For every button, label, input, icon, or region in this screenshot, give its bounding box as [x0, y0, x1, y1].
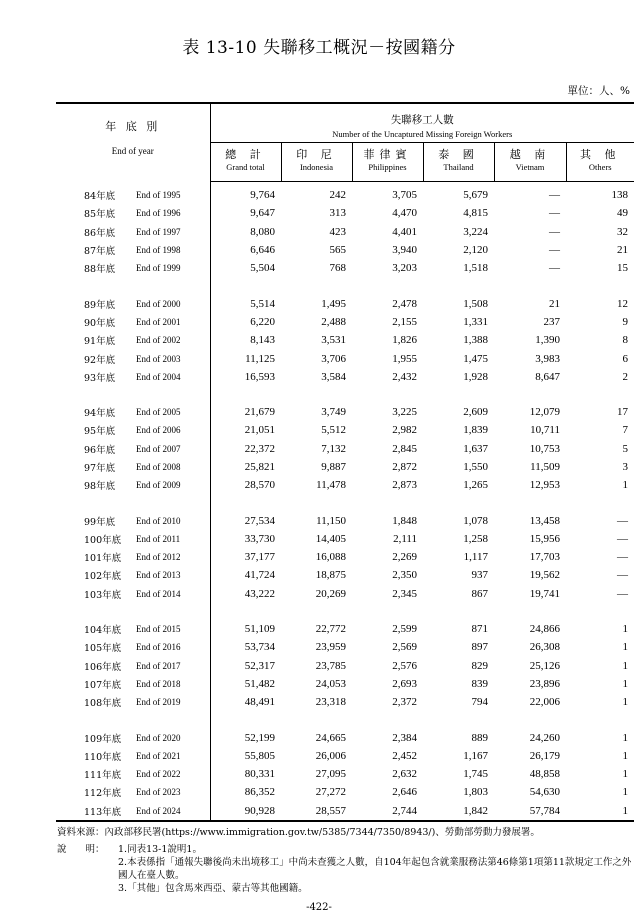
- cell-value: 1,167: [463, 749, 488, 762]
- cell-value: 313: [329, 207, 346, 220]
- cell-value: 48,491: [244, 696, 275, 709]
- cell-value: 21,679: [244, 406, 275, 419]
- cell-value: 829: [471, 659, 488, 672]
- cell-value: 3,983: [535, 352, 560, 365]
- cell-value: 4,401: [392, 225, 417, 238]
- cell-value: 12,079: [529, 406, 560, 419]
- cell-value: 54,630: [529, 786, 560, 799]
- cell-value: 25,821: [244, 461, 275, 473]
- table-row: [56, 548, 634, 566]
- cell-value: 1,848: [392, 514, 417, 527]
- cell-value: 1,390: [535, 334, 560, 347]
- year-en: End of 2000: [136, 294, 210, 312]
- cell-value: 23,785: [315, 659, 346, 672]
- cell-value: 33,730: [244, 532, 275, 545]
- year-zh: 97年底: [84, 463, 116, 474]
- cell-value: 23,318: [315, 696, 346, 709]
- year-zh: 99年底: [84, 516, 116, 528]
- table-row: [56, 657, 634, 675]
- note-3: 3.「其他」包含馬來西亞、蒙古等其他國籍。: [118, 883, 308, 894]
- notes-block: [57, 826, 632, 895]
- year-en: End of 2021: [136, 747, 210, 765]
- cell-value: 1,078: [463, 514, 488, 527]
- year-en: End of 1997: [136, 223, 210, 241]
- cell-value: 32: [617, 225, 629, 238]
- table-row: [56, 728, 634, 746]
- column-header: 其 他 Others: [566, 143, 634, 182]
- year-zh: 95年底: [84, 426, 116, 438]
- year-en: End of 1998: [136, 241, 210, 259]
- cell-value: 2,632: [392, 768, 417, 781]
- cell-value: 9: [622, 315, 629, 328]
- year-en: End of 2010: [136, 511, 210, 529]
- cell-value: 1,928: [463, 370, 488, 383]
- cell-value: 4,815: [463, 207, 488, 220]
- cell-value: 52,317: [244, 659, 275, 672]
- table-row: [56, 638, 634, 656]
- cell-value: 2,693: [392, 677, 417, 690]
- cell-value: 23,959: [315, 641, 346, 654]
- cell-value: 2,609: [463, 406, 488, 419]
- cell-value: 86,352: [244, 786, 275, 799]
- year-zh: 106年底: [84, 661, 122, 673]
- cell-value: 22,772: [315, 623, 346, 636]
- cell-value: 2,384: [392, 731, 417, 744]
- cell-value: 27,095: [315, 768, 346, 781]
- cell-value: 10,753: [529, 442, 560, 455]
- cell-value: 138: [611, 189, 629, 202]
- cell-value: 242: [329, 189, 346, 202]
- group-spacer: [56, 277, 634, 294]
- cell-value: 3,531: [321, 334, 346, 347]
- cell-value: 237: [543, 315, 560, 328]
- cell-value: 26,006: [315, 749, 346, 762]
- year-en: End of 2008: [136, 458, 210, 476]
- cell-value: 1: [622, 677, 629, 690]
- cell-value: 1,331: [463, 315, 488, 328]
- cell-value: 26,308: [529, 641, 560, 654]
- cell-value: 48,858: [529, 768, 560, 781]
- cell-value: 8,080: [250, 225, 275, 238]
- cell-value: 5,514: [250, 297, 275, 310]
- cell-value: 90,928: [210, 802, 281, 821]
- column-header: 菲律賓 Philippines: [352, 143, 423, 182]
- cell-value: 8: [622, 334, 629, 347]
- year-en: End of 2020: [136, 728, 210, 746]
- cell-value: 2,372: [392, 696, 417, 709]
- table-row: [56, 440, 634, 458]
- table-row: [56, 675, 634, 693]
- cell-value: 3,203: [392, 262, 417, 275]
- cell-value: 21,051: [244, 424, 275, 437]
- cell-value: 1,258: [463, 532, 488, 545]
- cell-value: 57,784: [494, 802, 566, 821]
- year-en: End of 2017: [136, 657, 210, 675]
- group-spacer: [56, 386, 634, 403]
- cell-value: 889: [471, 731, 488, 744]
- year-zh: 86年底: [84, 227, 116, 239]
- table-row: [56, 620, 634, 638]
- cell-value: 3,225: [392, 406, 417, 419]
- explanation-note: 說 明： 1.同表13-1說明1。 2.本表係指「通報失聯後尚未出境移工」中尚未查獲之人數，自104年起包含就業服務法第46條第1項第11款規定工作之外國人在臺人數。 3.「其他」包含馬來西亞、蒙古等其他國籍。: [57, 844, 632, 894]
- cell-value: 1: [622, 786, 629, 799]
- cell-value: 867: [471, 587, 488, 600]
- cell-value: 871: [471, 623, 488, 636]
- year-zh: 109年底: [84, 733, 122, 745]
- cell-value: 2,488: [321, 315, 346, 328]
- year-zh: 88年底: [84, 264, 116, 276]
- cell-value: 8,143: [250, 334, 275, 347]
- year-en: End of 2005: [136, 403, 210, 421]
- cell-value: 2,744: [352, 802, 423, 821]
- cell-value: —: [549, 244, 560, 257]
- year-en: End of 2022: [136, 765, 210, 783]
- table-row: [56, 421, 634, 439]
- cell-value: 3,706: [321, 352, 346, 365]
- cell-value: 28,557: [281, 802, 352, 821]
- table-row: [56, 349, 634, 367]
- cell-value: 19,741: [529, 587, 560, 600]
- cell-value: 2,845: [392, 442, 417, 455]
- cell-value: 15,956: [529, 532, 560, 545]
- year-en: End of 1995: [136, 182, 210, 205]
- year-en: End of 2012: [136, 548, 210, 566]
- table-row: [56, 294, 634, 312]
- year-zh: 110年底: [84, 751, 122, 763]
- cell-value: 9,647: [250, 207, 275, 220]
- cell-value: 1,550: [463, 461, 488, 473]
- cell-value: 897: [471, 641, 488, 654]
- column-header: 泰 國 Thailand: [423, 143, 494, 182]
- cell-value: 12,953: [529, 479, 560, 492]
- cell-value: 2,478: [392, 297, 417, 310]
- cell-value: 5: [622, 442, 629, 455]
- cell-value: 2,350: [392, 569, 417, 582]
- cell-value: 9,887: [321, 461, 346, 473]
- cell-value: 794: [471, 696, 488, 709]
- year-en: End of 2013: [136, 566, 210, 584]
- cell-value: 3: [622, 461, 629, 473]
- year-zh: 105年底: [84, 643, 122, 655]
- cell-value: 15: [617, 262, 629, 275]
- cell-value: —: [549, 189, 560, 202]
- cell-value: 1,826: [392, 334, 417, 347]
- cell-value: 51,482: [244, 677, 275, 690]
- cell-value: 1,265: [463, 479, 488, 492]
- cell-value: 2,599: [392, 623, 417, 636]
- cell-value: —: [549, 225, 560, 238]
- cell-value: 2,432: [392, 370, 417, 383]
- cell-value: 19,562: [529, 569, 560, 582]
- cell-value: 7: [622, 424, 629, 437]
- cell-value: 1: [622, 696, 629, 709]
- cell-value: 2,873: [392, 479, 417, 492]
- table-row: [56, 585, 634, 603]
- table-row: [56, 765, 634, 783]
- year-en: End of 1999: [136, 259, 210, 277]
- year-zh: 102年底: [84, 571, 122, 583]
- group-spacer: [56, 603, 634, 620]
- cell-value: 21: [617, 244, 629, 257]
- cell-value: 24,665: [315, 731, 346, 744]
- cell-value: 1,803: [463, 786, 488, 799]
- cell-value: 13,458: [529, 514, 560, 527]
- cell-value: 2,111: [393, 532, 417, 545]
- page-number: -422-: [306, 902, 332, 913]
- cell-value: 26,179: [529, 749, 560, 762]
- cell-value: 8,647: [535, 370, 560, 383]
- cell-value: 1,508: [463, 297, 488, 310]
- year-zh: 112年底: [84, 788, 122, 800]
- table-row: [56, 802, 634, 821]
- cell-value: 2,646: [392, 786, 417, 799]
- cell-value: 3,705: [392, 189, 417, 202]
- year-en: End of 2015: [136, 620, 210, 638]
- year-zh: 104年底: [84, 625, 122, 637]
- year-zh: 90年底: [84, 317, 116, 329]
- year-en: End of 2019: [136, 693, 210, 711]
- cell-value: 1: [622, 641, 629, 654]
- cell-value: 1: [622, 479, 629, 492]
- cell-value: 52,199: [244, 731, 275, 744]
- cell-value: 1,518: [463, 262, 488, 275]
- cell-value: 53,734: [244, 641, 275, 654]
- cell-value: —: [549, 207, 560, 220]
- cell-value: —: [617, 569, 629, 582]
- table-row: [56, 241, 634, 259]
- cell-value: 18,875: [315, 569, 346, 582]
- cell-value: 423: [329, 225, 346, 238]
- cell-value: 16,088: [315, 551, 346, 564]
- cell-value: 839: [471, 677, 488, 690]
- cell-value: 21: [549, 297, 560, 310]
- cell-value: 1,839: [463, 424, 488, 437]
- cell-value: 2,569: [392, 641, 417, 654]
- cell-value: 10,711: [530, 424, 560, 437]
- cell-value: 80,331: [244, 768, 275, 781]
- cell-value: 1: [566, 802, 634, 821]
- cell-value: —: [617, 551, 629, 564]
- cell-value: 1,745: [463, 768, 488, 781]
- table-row: [56, 368, 634, 386]
- year-en: End of 2014: [136, 585, 210, 603]
- table-row: [56, 783, 634, 801]
- table-row: [56, 259, 634, 277]
- cell-value: 2,872: [392, 461, 417, 473]
- year-zh: 84年底: [84, 190, 116, 202]
- table-row: [56, 747, 634, 765]
- foreign-workers-table: [56, 102, 634, 822]
- cell-value: 11,478: [316, 479, 346, 492]
- cell-value: 2,982: [392, 424, 417, 437]
- cell-value: 1: [622, 749, 629, 762]
- year-en: End of 2004: [136, 368, 210, 386]
- year-zh: 92年底: [84, 354, 116, 366]
- cell-value: —: [617, 532, 629, 545]
- cell-value: 11,509: [530, 461, 560, 473]
- cell-value: 3,940: [392, 244, 417, 257]
- cell-value: 43,222: [244, 587, 275, 600]
- cell-value: 49: [617, 207, 629, 220]
- cell-value: 1,475: [463, 352, 488, 365]
- year-zh: 94年底: [84, 408, 116, 420]
- cell-value: 1,388: [463, 334, 488, 347]
- table-row: [56, 182, 634, 205]
- year-header: 年 底 別 End of year: [56, 103, 210, 182]
- year-en: End of 2016: [136, 638, 210, 656]
- table-row: [56, 511, 634, 529]
- cell-value: 1,955: [392, 352, 417, 365]
- cell-value: 1: [622, 768, 629, 781]
- cell-value: 11,125: [245, 352, 275, 365]
- cell-value: 2,269: [392, 551, 417, 564]
- cell-value: 4,470: [392, 207, 417, 220]
- cell-value: 7,132: [321, 442, 346, 455]
- table-row: [56, 331, 634, 349]
- year-zh: 91年底: [84, 336, 116, 348]
- cell-value: —: [549, 262, 560, 275]
- year-en: End of 2001: [136, 313, 210, 331]
- year-en: End of 2024: [136, 802, 210, 821]
- cell-value: 5,504: [250, 262, 275, 275]
- year-zh: 101年底: [84, 553, 122, 565]
- cell-value: 2,120: [463, 244, 488, 257]
- cell-value: 24,866: [529, 623, 560, 636]
- year-zh: 93年底: [84, 372, 116, 384]
- cell-value: 1: [622, 659, 629, 672]
- year-en: End of 2023: [136, 783, 210, 801]
- group-spacer: [56, 494, 634, 511]
- year-zh: 96年底: [84, 444, 116, 456]
- cell-value: 22,372: [244, 442, 275, 455]
- year-zh: 98年底: [84, 481, 116, 493]
- note-1: 1.同表13-1說明1。: [118, 844, 202, 855]
- cell-value: 2,452: [392, 749, 417, 762]
- cell-value: —: [617, 587, 629, 600]
- cell-value: 25,126: [529, 659, 560, 672]
- group-header: 失聯移工人數 Number of the Uncaptured Missing Foreign Workers: [332, 114, 513, 139]
- table-row: [56, 458, 634, 476]
- cell-value: 1,117: [463, 551, 488, 564]
- cell-value: 6,646: [250, 244, 275, 257]
- cell-value: 17: [617, 406, 629, 419]
- year-en: End of 1996: [136, 204, 210, 222]
- cell-value: 17,703: [529, 551, 560, 564]
- cell-value: 6: [622, 352, 629, 365]
- cell-value: 2,345: [392, 587, 417, 600]
- year-en: End of 2011: [136, 530, 210, 548]
- table-row: [56, 566, 634, 584]
- cell-value: 565: [329, 244, 346, 257]
- cell-value: 1,495: [321, 297, 346, 310]
- note-2: 2.本表係指「通報失聯後尚未出境移工」中尚未查獲之人數，自104年起包含就業服務法第46條第1項第11款規定工作之外國人在臺人數。: [118, 857, 632, 881]
- table-row: [56, 530, 634, 548]
- year-en: End of 2009: [136, 476, 210, 494]
- table-row: [56, 204, 634, 222]
- year-en: End of 2018: [136, 675, 210, 693]
- table-row: [56, 476, 634, 494]
- cell-value: 51,109: [244, 623, 275, 636]
- cell-value: —: [617, 514, 629, 527]
- column-header: 印 尼 Indonesia: [281, 143, 352, 182]
- cell-value: 37,177: [244, 551, 275, 564]
- year-zh: 108年底: [84, 698, 122, 710]
- cell-value: 2,155: [392, 315, 417, 328]
- year-en: End of 2007: [136, 440, 210, 458]
- cell-value: 28,570: [244, 479, 275, 492]
- year-zh: 113年底: [56, 802, 136, 821]
- year-zh: 111年底: [84, 770, 122, 782]
- cell-value: 1: [622, 623, 629, 636]
- cell-value: 2: [622, 370, 629, 383]
- year-zh: 85年底: [84, 209, 116, 221]
- cell-value: 3,224: [463, 225, 488, 238]
- cell-value: 12: [617, 297, 629, 310]
- cell-value: 23,896: [529, 677, 560, 690]
- year-en: End of 2006: [136, 421, 210, 439]
- column-header: 越 南 Vietnam: [494, 143, 566, 182]
- table-row: [56, 223, 634, 241]
- column-header: 總 計 Grand total: [210, 143, 281, 182]
- cell-value: 14,405: [315, 532, 346, 545]
- cell-value: 1: [622, 731, 629, 744]
- year-zh: 89年底: [84, 299, 116, 311]
- cell-value: 1,842: [423, 802, 494, 821]
- page-title: 表 13-10 失聯移工概況－按國籍分: [182, 38, 456, 58]
- cell-value: 937: [471, 569, 488, 582]
- group-spacer: [56, 711, 634, 728]
- cell-value: 3,749: [321, 406, 346, 419]
- year-zh: 107年底: [84, 679, 122, 691]
- cell-value: 2,576: [392, 659, 417, 672]
- table-row: [56, 403, 634, 421]
- cell-value: 24,260: [529, 731, 560, 744]
- cell-value: 6,220: [250, 315, 275, 328]
- cell-value: 22,006: [529, 696, 560, 709]
- year-zh: 100年底: [84, 534, 122, 546]
- cell-value: 1,637: [463, 442, 488, 455]
- cell-value: 5,512: [321, 424, 346, 437]
- table-row: [56, 313, 634, 331]
- table-row: [56, 693, 634, 711]
- source-note: 資料來源： 內政部移民署(https://www.immigration.gov.tw/5385/7344/7350/8943/)、勞動部勞動力發展署。: [57, 827, 540, 838]
- cell-value: 16,593: [244, 370, 275, 383]
- year-zh: 103年底: [84, 589, 122, 601]
- year-zh: 87年底: [84, 246, 116, 258]
- cell-value: 5,679: [463, 189, 488, 202]
- cell-value: 41,724: [244, 569, 275, 582]
- cell-value: 3,584: [321, 370, 346, 383]
- cell-value: 27,534: [244, 514, 275, 527]
- cell-value: 24,053: [315, 677, 346, 690]
- cell-value: 11,150: [316, 514, 346, 527]
- year-en: End of 2003: [136, 349, 210, 367]
- cell-value: 768: [329, 262, 346, 275]
- cell-value: 9,764: [250, 189, 275, 202]
- unit-label: 單位：人、%: [567, 85, 630, 97]
- year-en: End of 2002: [136, 331, 210, 349]
- cell-value: 27,272: [315, 786, 346, 799]
- cell-value: 20,269: [315, 587, 346, 600]
- cell-value: 55,805: [244, 749, 275, 762]
